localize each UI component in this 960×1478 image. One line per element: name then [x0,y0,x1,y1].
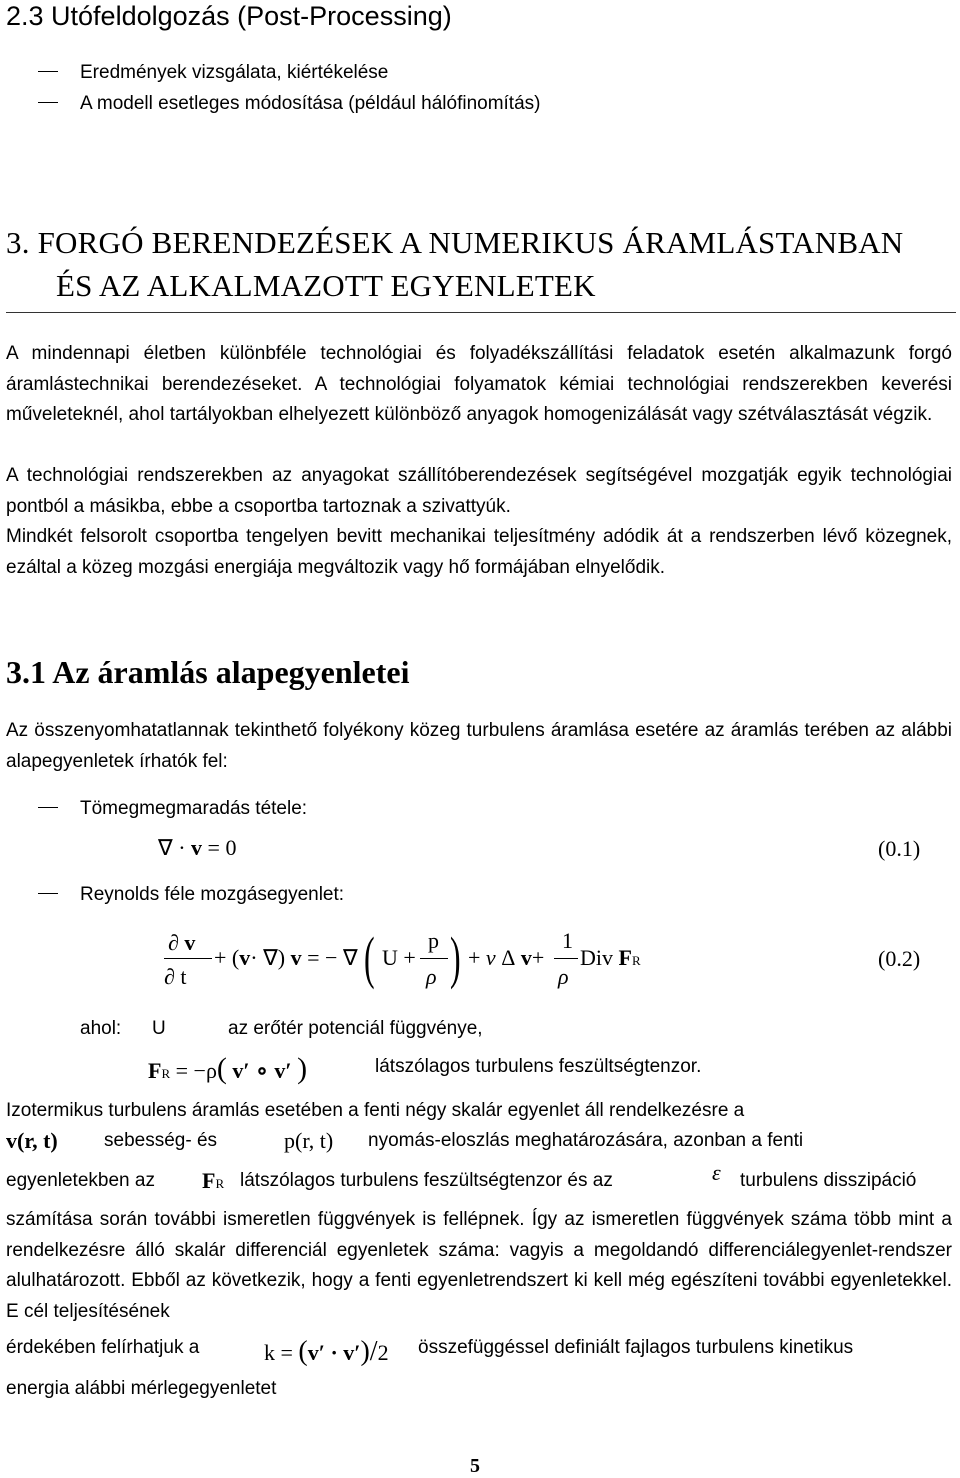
chapter-title-line2: ÉS AZ ALKALMAZOTT EGYENLETEK [56,268,596,303]
list-item: Tömegmegmaradás tétele: [38,794,307,824]
chapter-title-line1: 3. FORGÓ BERENDEZÉSEK A NUMERIKUS ÁRAMLÁSTANBAN [6,225,904,260]
chapter-rule [6,312,956,313]
list-item: Eredmények vizsgálata, kiértékelése [38,58,388,88]
intro-paragraph-1: A mindennapi életben különbféle technológiai és folyadékszállítási feladatok esetén alkalmazunk forgó áramlástechnikai berendezéseket. A technológiai folyamatok kémiai technológiai rendszerekben keverési műveleteknél, ahol tartályokban elhelyezett különböző anyagok homogenizálását vagy szétválasztását végzik. [6,343,952,425]
list-item: A modell esetleges módosítása (például hálófinomítás) [38,89,540,119]
velocity-field: v(r, t) [6,1128,58,1153]
isothermal-last-line: energia alábbi mérlegegyenletet [6,1378,277,1399]
isothermal-line-1: Izotermikus turbulens áramlás esetében a fenti négy skalár egyenlet áll rendelkezésre a [6,1100,745,1121]
epsilon-symbol: ε [712,1160,721,1185]
dash-bullet-icon [38,71,58,72]
stress-tensor-expression: FR = −ρ( v′ ∘ v′ ) [148,1052,308,1085]
fraction-line [554,958,578,959]
partial-symbol: ∂ t [164,964,187,989]
numerator-one: 1 [562,928,573,953]
section-heading-2-3: 2.3 Utófeldolgozás (Post-Processing) [6,1,452,31]
pressure-p: p [428,928,439,953]
intro-paragraph-2: A technológiai rendszerekben az anyagokat szállítóberendezések segítségével mozgatják egyik technológiai pontból a másikba, ebbe a csoportba tartoznak a szivattyúk. [6,465,952,517]
page-number: 5 [470,1455,480,1477]
dash-bullet-icon [38,102,58,103]
pressure-field: p(r, t) [284,1128,334,1153]
section-paragraph-1: Az összenyomhatatlannak tekinthető folyékony közeg turbulens áramlása esetére az áramlás terében az alábbi alapegyenletek írhatók fel: [6,720,952,772]
kinetic-energy-formula: k = (v′ · v′)/2 [264,1336,389,1367]
partial-symbol: ∂ v [168,930,196,955]
fraction-line [420,958,448,959]
right-parenthesis: ) [450,925,461,990]
list-item: Reynolds féle mozgásegyenlet: [38,880,344,910]
kinetic-energy-line: érdekében felírhatjuk a k = (v′ · v′)/2 összefüggéssel definiált fajlagos turbulens kinetikus [6,1336,854,1367]
section-heading-3-1: 3.1 Az áramlás alapegyenletei [6,654,410,690]
equation-number-0-1: (0.1) [878,836,921,861]
equation-number-0-2: (0.2) [878,946,921,971]
equation-middle: + (v· ∇) v = − ∇ [214,945,358,970]
where-U-symbol: U [152,1018,166,1039]
divergence-term: Div FR [580,945,641,970]
where-label: ahol: [80,1018,122,1039]
intro-paragraph-3: Mindkét felsorolt csoportba tengelyen bevitt mechanikai teljesítmény adódik át a rendszerben lévő közegnek, ezáltal a közeg mozgási energiája megváltozik vagy hő formájában elnyelődik. [6,526,952,578]
dash-bullet-icon [38,807,58,808]
isothermal-paragraph-rest: számítása során további ismeretlen függvények is fellépnek. Így az ismeretlen függvények száma több mint a rendelkezésre álló skalár differenciál egyenletek száma: vagyis a megoldandó differenciálegyenlet-rendszer alulhatározott. Ebből az következik, hogy a fenti egyenletrendszert ki kell még egészíteni további egyenletekkel. E cél teljesítésének [6,1209,952,1322]
where-U-description: az erőtér potenciál függvénye, [228,1018,483,1039]
equation-tail: + ν Δ v+ [468,945,545,970]
stress-tensor-symbol: FR [202,1168,225,1193]
left-parenthesis: ( [364,925,375,990]
isothermal-line-3: egyenletekben az FR látszólagos turbulens feszültségtenzor és az ε turbulens disszipáció [6,1160,917,1193]
stress-tensor-description: látszólagos turbulens feszültségtenzor. [375,1056,702,1077]
density-rho: ρ [558,964,569,989]
potential-U: U + [382,945,416,970]
fraction-line [164,958,212,959]
density-rho: ρ [426,964,437,989]
isothermal-line-2: v(r, t) sebesség- és p(r, t) nyomás-eloszlás meghatározására, azonban a fenti [6,1128,804,1153]
equation-0-1: ∇ · v = 0 [158,835,237,860]
equation-0-2 [150,920,870,1000]
dash-bullet-icon [38,893,58,894]
